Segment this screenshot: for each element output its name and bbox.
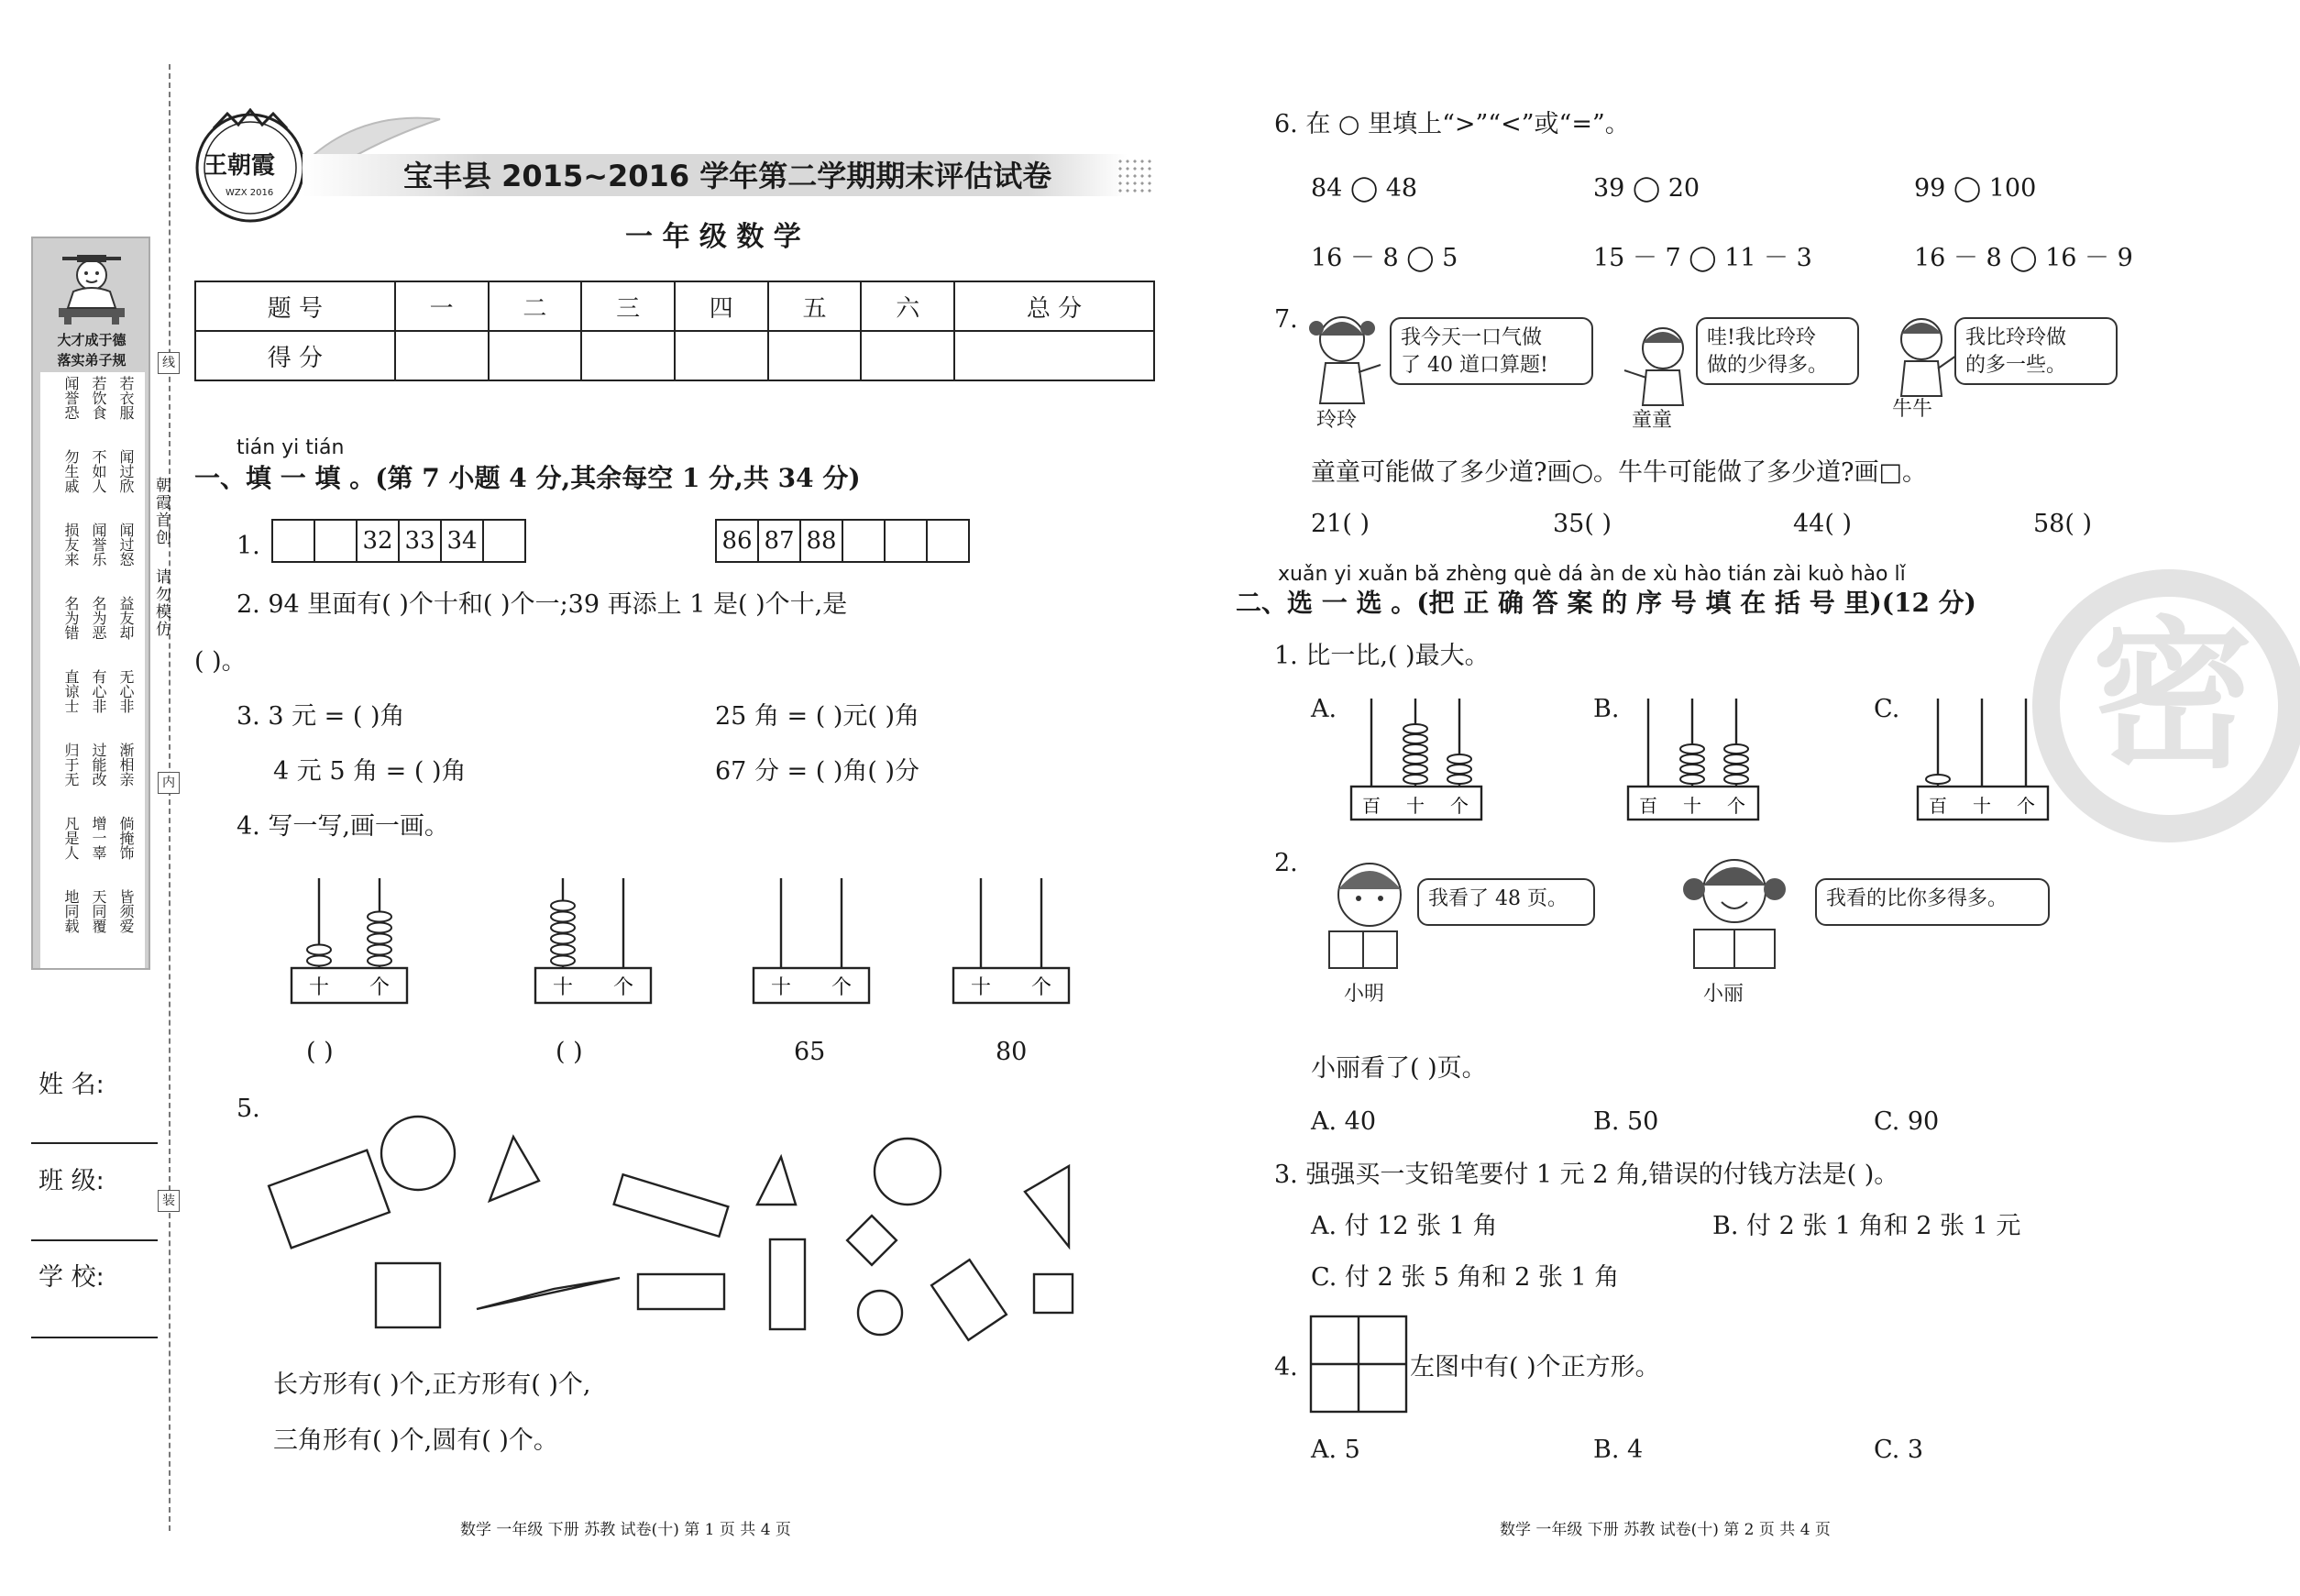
q7-label: 7. — [1274, 305, 1298, 334]
s2-q3-opt-a: A. 付 12 张 1 角 — [1311, 1212, 1498, 1240]
class-label: 班 级: — [39, 1167, 105, 1195]
class-field[interactable] — [31, 1239, 158, 1241]
boy-tongtong-icon — [1619, 317, 1701, 409]
verse-column: 皆须爱 — [117, 889, 135, 933]
verse-column: 不如人 — [90, 449, 107, 493]
blank-number-cell[interactable] — [271, 519, 315, 563]
abacus-label-ones: 个 — [831, 976, 853, 999]
score-cell-2: 二 — [489, 281, 582, 331]
seal-char-3: 装 — [158, 1190, 180, 1212]
q7-bubble-niuniu: 我比玲玲做 的多一些。 — [1954, 317, 2118, 385]
abacus-bead — [1926, 775, 1950, 784]
section2-heading: 二、选 一 选 。(把 正 确 答 案 的 序 号 填 在 括 号 里)(12 分) — [1236, 588, 1976, 618]
s2-q1-abacus-row — [1348, 695, 2063, 832]
verse-column: 增一辜 — [90, 816, 107, 860]
q1-label: 1. — [237, 532, 260, 560]
shape-rectangle — [614, 1174, 729, 1237]
q7-name-niuniu: 牛牛 — [1892, 398, 1933, 421]
number-cell: 87 — [757, 519, 801, 563]
watermark-char: 密 — [2092, 602, 2254, 790]
q6-item-1: 84 ◯ 48 — [1311, 174, 1418, 203]
s2-q4-grid-figure — [1309, 1315, 1408, 1414]
abacus-bead — [368, 945, 391, 955]
abacus-bead — [551, 956, 575, 966]
abacus-label-tens: 十 — [552, 976, 574, 999]
motto-bottom: 落实弟子规 — [57, 352, 127, 369]
q5-shapes — [257, 1109, 1100, 1357]
abacus-bead — [1403, 734, 1427, 743]
abacus-label-ones: 个 — [369, 976, 391, 999]
abacus-bead — [551, 945, 575, 955]
abacus-bead — [1724, 765, 1748, 774]
shape-circle — [381, 1117, 455, 1190]
verse-column: 闻誉乐 — [90, 523, 107, 567]
q7-name-tongtong: 童童 — [1632, 409, 1673, 432]
shape-square — [847, 1216, 897, 1265]
abacus-bead — [1403, 754, 1427, 764]
s2-q2-name-xiaoming: 小明 — [1344, 983, 1385, 1006]
q3-d: 67 分 = ( )角( )分 — [715, 757, 920, 786]
score-cell-4: 四 — [675, 281, 768, 331]
abacus-place-label: 个 — [2017, 795, 2035, 817]
abacus-place-label: 十 — [1683, 795, 1701, 817]
motto-top: 大才成于德 — [57, 332, 127, 348]
score-input[interactable] — [861, 331, 954, 380]
s2-q4-label: 4. — [1274, 1353, 1298, 1381]
q7-option-4: 58( ) — [2033, 510, 2093, 538]
s2-q2-question: 小丽看了( )页。 — [1311, 1054, 1487, 1083]
score-input[interactable] — [581, 331, 675, 380]
scholar-figure-icon — [46, 248, 138, 329]
s2-q2-opt-a: A. 40 — [1311, 1107, 1377, 1136]
q3-b: 25 角 = ( )元( )角 — [715, 702, 920, 731]
abacus-bead — [551, 912, 575, 922]
brand-vertical-text: 朝霞首创 — [152, 477, 171, 546]
shape-triangle — [1025, 1166, 1069, 1247]
score-header-row — [195, 281, 1154, 331]
number-cell: 33 — [398, 519, 442, 563]
s2-q3-prompt: 3. 强强买一支铅笔要付 1 元 2 角,错误的付钱方法是( )。 — [1274, 1161, 1899, 1189]
q7-option-3: 44( ) — [1793, 510, 1853, 538]
abacus-place-label: 百 — [1362, 795, 1381, 817]
q7-option-1: 21( ) — [1311, 510, 1370, 538]
s2-q4-prompt: 左图中有( )个正方形。 — [1410, 1353, 1660, 1381]
shape-triangle — [477, 1278, 620, 1309]
q7-bubble-lingling: 我今天一口气做 了 40 道口算题! — [1390, 317, 1593, 385]
q6-item-3: 99 ◯ 100 — [1914, 174, 2037, 203]
s2-q4-opt-a: A. 5 — [1311, 1436, 1360, 1464]
shape-rectangle — [770, 1239, 805, 1329]
q4-prompt: 4. 写一写,画一画。 — [237, 812, 449, 841]
verse-column: 倘掩饰 — [117, 816, 135, 860]
q7-name-lingling: 玲玲 — [1316, 409, 1358, 432]
verse-column: 闻过怒 — [117, 523, 135, 567]
abacus-bead — [368, 912, 391, 922]
verse-column: 凡是人 — [62, 816, 80, 860]
abacus-label-tens: 十 — [970, 976, 992, 999]
verse-column: 过能改 — [90, 743, 107, 787]
q4-answer-3: 65 — [794, 1038, 826, 1066]
score-cell-6: 六 — [861, 281, 954, 331]
abacus-bead — [551, 923, 575, 933]
section2-pinyin: xuǎn yi xuǎn bǎ zhèng què dá àn de xù hào tián zài kuò hào lǐ — [1278, 563, 1906, 586]
abacus-place-label: 百 — [1639, 795, 1657, 817]
score-input[interactable] — [675, 331, 768, 380]
score-table — [194, 281, 1155, 381]
q5-label: 5. — [237, 1095, 260, 1123]
shape-circle — [858, 1291, 902, 1335]
abacus-place-label: 百 — [1929, 795, 1947, 817]
s2-q2-opt-b: B. 50 — [1593, 1107, 1659, 1136]
verse-column: 若衣服 — [117, 376, 135, 420]
abacus-bead — [1447, 754, 1471, 764]
blank-number-cell[interactable] — [482, 519, 526, 563]
s2-q1-prompt: 1. 比一比,( )最大。 — [1274, 642, 1490, 670]
shape-square — [1034, 1274, 1073, 1313]
abacus-bead — [1447, 775, 1471, 784]
q7-bubble-tongtong: 哇!我比玲玲 做的少得多。 — [1696, 317, 1859, 385]
verse-column: 天同覆 — [90, 889, 107, 933]
abacus-bead — [551, 901, 575, 911]
abacus-bead — [1403, 775, 1427, 784]
q2-line1: 2. 94 里面有( )个十和( )个一;39 再添上 1 是( )个十,是 — [237, 590, 848, 619]
score-cell-total: 总 分 — [954, 281, 1154, 331]
verse-column: 损友来 — [62, 523, 80, 567]
abacus-bead — [1680, 754, 1704, 764]
verse-column: 闻过欣 — [117, 449, 135, 493]
footer-page-1: 数学 一年级 下册 苏教 试卷(十) 第 1 页 共 4 页 — [460, 1521, 791, 1539]
q7-question: 童童可能做了多少道?画○。牛牛可能做了多少道?画□。 — [1311, 458, 1928, 487]
abacus-label-ones: 个 — [612, 976, 634, 999]
abacus-bead — [1680, 744, 1704, 754]
q6-item-2: 39 ◯ 20 — [1593, 174, 1700, 203]
abacus-bead — [1447, 765, 1471, 774]
blank-number-cell[interactable] — [884, 519, 928, 563]
verse-column: 名为恶 — [90, 596, 107, 640]
abacus-label-ones: 个 — [1030, 976, 1052, 999]
score-input[interactable] — [489, 331, 582, 380]
score-input[interactable] — [395, 331, 489, 380]
school-field[interactable] — [31, 1337, 158, 1338]
blank-number-cell[interactable] — [842, 519, 886, 563]
binding-dashed-line — [169, 64, 171, 1531]
q5-line1: 长方形有( )个,正方形有( )个, — [273, 1370, 591, 1399]
verse-column: 直谅士 — [62, 669, 80, 713]
logo-text: 王朝霞 — [204, 152, 276, 180]
exam-subtitle: 一 年 级 数 学 — [625, 221, 801, 253]
q6-item-5: 15 － 7 ◯ 11 － 3 — [1593, 244, 1812, 272]
q6-item-6: 16 － 8 ◯ 16 － 9 — [1914, 244, 2133, 272]
boy-xiaoming-icon — [1316, 853, 1417, 972]
seal-char-2: 内 — [158, 772, 180, 794]
boy-niuniu-icon — [1881, 308, 1964, 400]
school-label: 学 校: — [39, 1263, 105, 1292]
shape-circle — [875, 1139, 941, 1205]
score-cell-1: 一 — [395, 281, 489, 331]
verse-column: 益友却 — [117, 596, 135, 640]
abacus-place-label: 十 — [1973, 795, 1991, 817]
score-input[interactable] — [768, 331, 862, 380]
s2-q2-bubble-xiaoming: 我看了 48 页。 — [1417, 878, 1595, 926]
q3-c: 4 元 5 角 = ( )角 — [273, 757, 467, 786]
score-cell-5: 五 — [768, 281, 862, 331]
s2-q2-opt-c: C. 90 — [1874, 1107, 1940, 1136]
verse-column: 渐相亲 — [117, 743, 135, 787]
abacus-bead — [368, 934, 391, 944]
q5-line2: 三角形有( )个,圆有( )个。 — [273, 1426, 558, 1455]
abacus-bead — [1403, 724, 1427, 733]
warning-vertical-text: 请勿模仿 — [152, 568, 171, 638]
girl-lingling-icon — [1302, 308, 1384, 409]
q6-prompt: 6. 在 ○ 里填上“>”“<”或“=”。 — [1274, 110, 1630, 138]
blank-number-cell[interactable] — [926, 519, 970, 563]
q7-option-2: 35( ) — [1553, 510, 1612, 538]
q2-line2: ( )。 — [194, 647, 247, 676]
girl-xiaoli-icon — [1674, 849, 1793, 972]
abacus-bead — [1680, 775, 1704, 784]
verse-column: 勿生戚 — [62, 449, 80, 493]
abacus-place-label: 个 — [1450, 795, 1469, 817]
s2-q4-opt-c: C. 3 — [1874, 1436, 1924, 1464]
number-cell: 32 — [356, 519, 400, 563]
q3-a: 3. 3 元 = ( )角 — [237, 702, 405, 731]
blank-number-cell[interactable] — [314, 519, 358, 563]
s2-q2-bubble-xiaoli: 我看的比你多得多。 — [1815, 878, 2050, 926]
abacus-label-tens: 十 — [308, 976, 330, 999]
abacus-bead — [368, 956, 391, 966]
s2-q3-opt-b: B. 付 2 张 1 角和 2 张 1 元 — [1712, 1212, 2021, 1240]
name-field[interactable] — [31, 1142, 158, 1144]
section1-heading: 一、填 一 填 。(第 7 小题 4 分,其余每空 1 分,共 34 分) — [194, 463, 861, 493]
verse-column: 若饮食 — [90, 376, 107, 420]
shape-triangle — [490, 1137, 539, 1201]
verse-column: 有心非 — [90, 669, 107, 713]
footer-page-2: 数学 一年级 下册 苏教 试卷(十) 第 2 页 共 4 页 — [1500, 1521, 1831, 1539]
shape-rectangle — [931, 1260, 1007, 1340]
verse-column: 闻誉恐 — [62, 376, 80, 420]
abacus-bead — [551, 934, 575, 944]
s2-q2-label: 2. — [1274, 849, 1298, 877]
verse-column: 归于无 — [62, 743, 80, 787]
abacus-bead — [368, 923, 391, 933]
name-label: 姓 名: — [39, 1071, 105, 1099]
number-cell: 88 — [799, 519, 843, 563]
exam-title: 宝丰县 2015~2016 学年第二学期期末评估试卷 — [403, 159, 1052, 193]
s2-q4-opt-b: B. 4 — [1593, 1436, 1644, 1464]
abacus-bead — [307, 956, 331, 966]
abacus-bead — [307, 945, 331, 955]
title-dots — [1117, 158, 1153, 194]
q4-answer-1: ( ) — [306, 1038, 334, 1066]
q6-item-4: 16 － 8 ◯ 5 — [1311, 244, 1458, 272]
abacus-bead — [1724, 775, 1748, 784]
abacus-bead — [1724, 754, 1748, 764]
seal-char-1: 线 — [158, 352, 180, 374]
s2-q1-opt-a: A. — [1311, 695, 1337, 723]
number-cell: 86 — [715, 519, 759, 563]
abacus-bead — [1403, 744, 1427, 754]
shape-square — [376, 1263, 440, 1327]
abacus-label-tens: 十 — [770, 976, 792, 999]
score-input[interactable] — [954, 331, 1154, 380]
number-cell: 34 — [440, 519, 484, 563]
abacus-bead — [1403, 765, 1427, 774]
s2-q1-opt-b: B. — [1593, 695, 1620, 723]
q4-answer-4: 80 — [996, 1038, 1028, 1066]
score-cell-3: 三 — [581, 281, 675, 331]
abacus-place-label: 十 — [1406, 795, 1425, 817]
shape-triangle — [757, 1157, 796, 1205]
s2-q1-opt-c: C. — [1874, 695, 1900, 723]
s2-q3-opt-c: C. 付 2 张 5 角和 2 张 1 角 — [1311, 1263, 1620, 1292]
logo-sub: WZX 2016 — [226, 188, 274, 198]
q4-abacus-row — [275, 869, 1100, 1016]
verse-column: 地同载 — [62, 889, 80, 933]
q4-answer-2: ( ) — [556, 1038, 583, 1066]
verse-column: 名为错 — [62, 596, 80, 640]
shape-rectangle — [269, 1150, 390, 1249]
score-value-row — [195, 331, 1154, 380]
s2-q2-name-xiaoli: 小丽 — [1703, 983, 1744, 1006]
verse-column: 无心非 — [117, 669, 135, 713]
shape-rectangle — [638, 1274, 724, 1309]
abacus-bead — [1680, 765, 1704, 774]
score-cell-label: 题 号 — [195, 281, 395, 331]
abacus-bead — [1724, 744, 1748, 754]
section1-pinyin: tián yi tián — [237, 436, 345, 459]
score-row-label: 得 分 — [195, 331, 395, 380]
abacus-place-label: 个 — [1727, 795, 1745, 817]
